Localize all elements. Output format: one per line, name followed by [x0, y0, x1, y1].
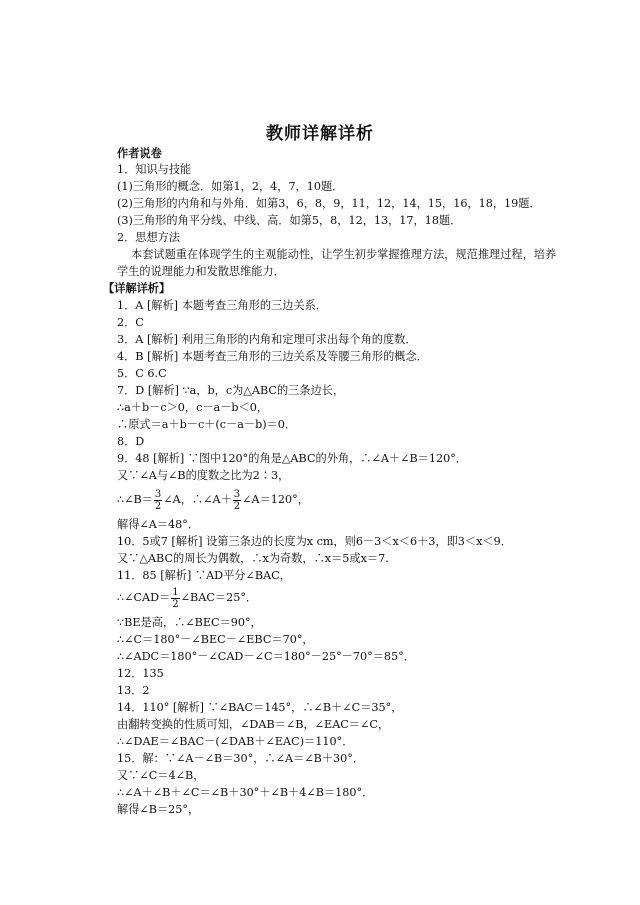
answer-line: 8．D	[117, 435, 145, 448]
answer-line-with-fraction	[117, 487, 309, 513]
note-line: (3)三角形的角平分线、中线、高．如第5，8，12，13，17，18题．	[117, 214, 462, 227]
answer-line: ∴∠DAE＝∠BAC－(∠DAB＋∠EAC)＝110°．	[117, 735, 354, 748]
text-fragment: ∠A，∴∠A＋	[163, 493, 232, 506]
answer-line-with-fraction	[117, 585, 257, 611]
answer-line: 又∵∠C＝4∠B，	[117, 769, 205, 782]
answer-line: ∴原式＝a＋b－c＋(c－a－b)＝0．	[117, 418, 297, 431]
answer-line: 12．135	[117, 667, 164, 680]
fraction-three-halves	[233, 489, 241, 512]
text-fragment: ∴∠B＝	[117, 493, 153, 506]
fraction-denominator: 2	[172, 598, 179, 610]
answer-line: ∵BE是高，∴∠BEC＝90°，	[117, 616, 262, 629]
answer-line: 1．A [解析] 本题考查三角形的三边关系．	[117, 299, 328, 312]
answer-line: 3．A [解析] 利用三角形的内角和定理可求出每个角的度数．	[117, 333, 417, 346]
note-line: 2．思想方法	[117, 231, 181, 244]
answer-line: 又∵△ABC的周长为偶数，∴x为奇数，∴x＝5或x＝7.	[117, 552, 389, 565]
fraction-denominator: 2	[154, 500, 162, 512]
answer-line: 解得∠A＝48°．	[117, 518, 200, 531]
note-line: (1)三角形的概念．如第1，2，4，7，10题．	[117, 180, 344, 193]
answer-line: 14．110° [解析] ∵∠BAC＝145°，∴∠B＋∠C＝35°，	[117, 701, 403, 714]
fraction-numerator: 1	[172, 586, 179, 598]
answer-line: 10．5或7 [解析] 设第三条边的长度为x cm，则6－3＜x＜6＋3，即3＜x＜9．	[117, 535, 512, 548]
author-note-heading: 作者说卷	[117, 147, 162, 160]
answer-line: ∴a＋b－c＞0，c－a－b＜0，	[117, 401, 269, 414]
answer-line: 7．D [解析] ∵a，b，c为△ABC的三条边长，	[117, 384, 345, 397]
text-fragment: ∠BAC＝25°．	[180, 591, 258, 604]
fraction-denominator: 2	[233, 500, 241, 512]
fraction-one-half	[171, 587, 179, 610]
fraction-three-halves	[154, 489, 162, 512]
answer-line: 13．2	[117, 684, 150, 697]
answer-line: 2．C	[117, 316, 144, 329]
fraction-numerator: 3	[233, 488, 241, 500]
answer-line: 5．C 6.C	[117, 367, 167, 380]
answer-line: 由翻转变换的性质可知，∠DAB＝∠B，∠EAC＝∠C，	[117, 718, 390, 731]
answer-line: ∴∠C＝180°－∠BEC－∠EBC＝70°，	[117, 633, 314, 646]
answer-line: 解得∠B＝25°，	[117, 803, 200, 816]
note-line: 1．知识与技能	[117, 163, 192, 176]
answer-line: 11．85 [解析] ∵AD平分∠BAC，	[117, 569, 291, 582]
answer-line: 4．B [解析] 本题考查三角形的三边关系及等腰三角形的概念．	[117, 350, 428, 363]
note-line: 学生的说理能力和发散思维能力．	[117, 265, 285, 278]
detail-heading: 【详解详析】	[103, 282, 171, 295]
note-line: 本套试题重在体现学生的主观能动性，让学生初步掌握推理方法，规范推理过程，培养	[131, 248, 557, 261]
text-fragment: ∠A＝120°，	[242, 493, 309, 506]
answer-line: ∴∠A＋∠B＋∠C＝∠B＋30°＋∠B＋4∠B＝180°．	[117, 786, 374, 799]
answer-line: 15．解：∵∠A－∠B＝30°，∴∠A＝∠B＋30°．	[117, 752, 365, 765]
text-fragment: ∴∠CAD＝	[117, 591, 171, 604]
answer-line: 又∵∠A与∠B的度数之比为2∶3，	[117, 469, 290, 482]
answer-line: 9．48 [解析] ∵图中120°的角是△ABC的外角，∴∠A＋∠B＝120°．	[117, 452, 467, 465]
note-line: (2)三角形的内角和与外角．如第3，6，8，9，11，12，14，15，16，18，19题．	[117, 197, 541, 210]
page-title: 教师详解详析	[266, 124, 374, 144]
fraction-numerator: 3	[154, 488, 162, 500]
answer-line: ∴∠ADC＝180°－∠CAD－∠C＝180°－25°－70°＝85°．	[117, 650, 415, 663]
